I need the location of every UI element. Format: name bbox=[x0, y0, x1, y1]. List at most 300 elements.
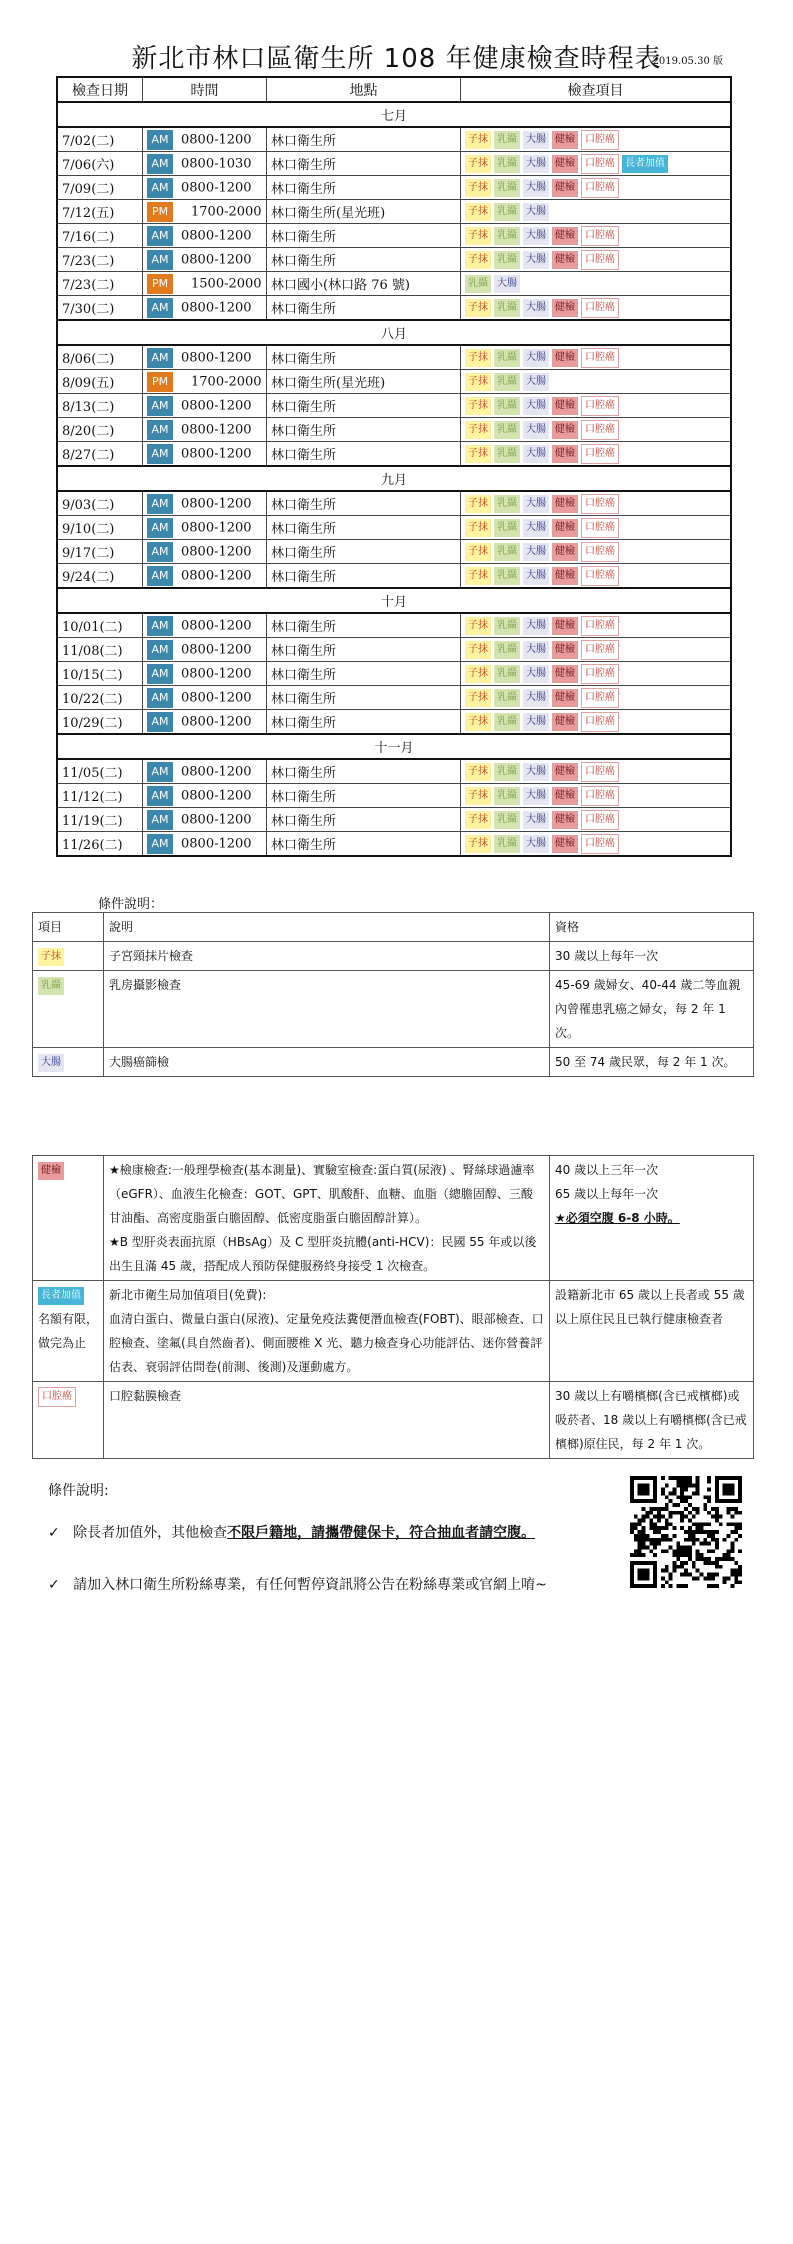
tag-ora: 口腔癌 bbox=[581, 226, 619, 246]
month-label: 九月 bbox=[57, 466, 731, 491]
cond-header-cell: 項目 bbox=[33, 913, 104, 942]
date-cell: 7/30(二) bbox=[57, 296, 143, 321]
time-cell bbox=[143, 638, 267, 662]
time-cell bbox=[143, 370, 267, 394]
table-row bbox=[57, 516, 731, 540]
time-text: 0800-1200 bbox=[181, 544, 252, 559]
table-row bbox=[57, 686, 731, 710]
tag-mam: 乳攝 bbox=[38, 977, 64, 995]
tag-col: 大腸 bbox=[523, 787, 549, 805]
tag-ora: 口腔癌 bbox=[38, 1387, 76, 1407]
note-1: ✓ 除長者加值外，其他檢查不限戶籍地，請攜帶健保卡，符合抽血者請空腹。 bbox=[48, 1525, 536, 1541]
tag-col: 大腸 bbox=[523, 665, 549, 683]
tag-eld: 長者加值 bbox=[622, 155, 668, 173]
month-row bbox=[57, 588, 731, 613]
date-cell: 11/19(二) bbox=[57, 808, 143, 832]
tag-pap: 子抹 bbox=[465, 397, 491, 415]
tag-mam: 乳攝 bbox=[494, 567, 520, 585]
tag-pap: 子抹 bbox=[465, 641, 491, 659]
items-cell bbox=[461, 418, 732, 442]
tag-col: 大腸 bbox=[523, 617, 549, 635]
time-text: 0800-1200 bbox=[181, 180, 252, 195]
tag-mam: 乳攝 bbox=[494, 397, 520, 415]
location-cell: 林口衛生所 bbox=[267, 394, 461, 418]
location-cell: 林口衛生所 bbox=[267, 176, 461, 200]
table-row bbox=[57, 808, 731, 832]
date-cell: 11/12(二) bbox=[57, 784, 143, 808]
location-cell: 林口衛生所 bbox=[267, 638, 461, 662]
time-text: 0800-1200 bbox=[181, 568, 252, 583]
tag-mam: 乳攝 bbox=[494, 251, 520, 269]
tag-col: 大腸 bbox=[523, 179, 549, 197]
table-row bbox=[57, 200, 731, 224]
tag-mam: 乳攝 bbox=[494, 689, 520, 707]
pm-badge: PM bbox=[147, 372, 173, 392]
location-cell: 林口衛生所 bbox=[267, 418, 461, 442]
location-cell: 林口衛生所 bbox=[267, 516, 461, 540]
header-cell: 檢查項目 bbox=[461, 77, 732, 102]
tag-col: 大腸 bbox=[523, 567, 549, 585]
am-badge: AM bbox=[147, 542, 173, 562]
location-cell: 林口衛生所 bbox=[267, 224, 461, 248]
table-row bbox=[57, 345, 731, 370]
tag-ora: 口腔癌 bbox=[581, 444, 619, 464]
date-cell: 11/26(二) bbox=[57, 832, 143, 857]
tag-col: 大腸 bbox=[523, 835, 549, 853]
items-cell bbox=[461, 152, 732, 176]
tag-pap: 子抹 bbox=[465, 203, 491, 221]
items-cell bbox=[461, 370, 732, 394]
tag-pap: 子抹 bbox=[465, 445, 491, 463]
header-cell: 檢查日期 bbox=[57, 77, 143, 102]
location-cell: 林口衛生所(星光班) bbox=[267, 370, 461, 394]
table-row bbox=[57, 296, 731, 321]
date-cell: 8/13(二) bbox=[57, 394, 143, 418]
time-cell bbox=[143, 442, 267, 467]
tag-col: 大腸 bbox=[523, 641, 549, 659]
cond-row bbox=[33, 971, 754, 1048]
tag-pap: 子抹 bbox=[465, 689, 491, 707]
tag-ora: 口腔癌 bbox=[581, 396, 619, 416]
am-badge: AM bbox=[147, 712, 173, 732]
tag-hea: 健檢 bbox=[552, 155, 578, 173]
cond-elig: 50 至 74 歲民眾，每 2 年 1 次。 bbox=[550, 1048, 754, 1077]
time-text: 1500-2000 bbox=[191, 276, 262, 291]
tag-mam: 乳攝 bbox=[494, 763, 520, 781]
time-text: 0800-1200 bbox=[181, 446, 252, 461]
time-cell bbox=[143, 808, 267, 832]
items-cell bbox=[461, 662, 732, 686]
tag-mam: 乳攝 bbox=[494, 495, 520, 513]
items-cell bbox=[461, 808, 732, 832]
tag-col: 大腸 bbox=[523, 763, 549, 781]
items-cell bbox=[461, 638, 732, 662]
cond-elig-line: 65 歲以上每年一次 bbox=[555, 1187, 659, 1201]
am-badge: AM bbox=[147, 810, 173, 830]
time-cell bbox=[143, 296, 267, 321]
schedule-table bbox=[56, 76, 732, 857]
time-text: 1700-2000 bbox=[191, 204, 262, 219]
tag-pap: 子抹 bbox=[465, 373, 491, 391]
header-cell: 地點 bbox=[267, 77, 461, 102]
tag-mam: 乳攝 bbox=[494, 665, 520, 683]
time-text: 0800-1200 bbox=[181, 788, 252, 803]
tag-pap: 子抹 bbox=[465, 421, 491, 439]
month-label: 十月 bbox=[57, 588, 731, 613]
month-row bbox=[57, 466, 731, 491]
tag-pap: 子抹 bbox=[465, 519, 491, 537]
date-cell: 11/08(二) bbox=[57, 638, 143, 662]
tag-mam: 乳攝 bbox=[494, 641, 520, 659]
cond-desc-line: 血清白蛋白、微量白蛋白(尿液)、定量免疫法糞便潛血檢查(FOBT)、眼部檢查、口腔檢查、塗氟(具自然齒者)、側面腰椎 X 光、聽力檢查身心功能評估、迷你營養評估表、衰弱評估問卷(前測、後測)及運動處方。 bbox=[109, 1312, 544, 1374]
location-cell: 林口衛生所 bbox=[267, 540, 461, 564]
cond-elig-line: 設籍新北市 65 歲以上長者或 55 歲以上原住民且已執行健康檢查者 bbox=[555, 1288, 745, 1326]
tag-ora: 口腔癌 bbox=[581, 566, 619, 586]
cond-header bbox=[33, 913, 754, 942]
tag-col: 大腸 bbox=[523, 373, 549, 391]
am-badge: AM bbox=[147, 664, 173, 684]
tag-ora: 口腔癌 bbox=[581, 616, 619, 636]
date-cell: 7/06(六) bbox=[57, 152, 143, 176]
am-badge: AM bbox=[147, 688, 173, 708]
pm-badge: PM bbox=[147, 274, 173, 294]
am-badge: AM bbox=[147, 640, 173, 660]
tag-ora: 口腔癌 bbox=[581, 420, 619, 440]
cond-desc: 子宮頸抹片檢查 bbox=[104, 942, 550, 971]
items-cell bbox=[461, 540, 732, 564]
tag-col: 大腸 bbox=[523, 543, 549, 561]
items-cell bbox=[461, 442, 732, 467]
cond-row bbox=[33, 1281, 754, 1382]
tag-pap: 子抹 bbox=[465, 763, 491, 781]
am-badge: AM bbox=[147, 616, 173, 636]
cond-item bbox=[33, 1156, 104, 1281]
notes-label: 條件說明: bbox=[48, 1483, 109, 1499]
cond-row bbox=[33, 942, 754, 971]
date-cell: 8/20(二) bbox=[57, 418, 143, 442]
table-row bbox=[57, 662, 731, 686]
tag-pap: 子抹 bbox=[465, 349, 491, 367]
date-cell: 9/03(二) bbox=[57, 491, 143, 516]
tag-eld: 長者加值 bbox=[38, 1287, 84, 1305]
tag-pap: 子抹 bbox=[465, 227, 491, 245]
time-cell bbox=[143, 176, 267, 200]
page-title: 新北市林口區衛生所 108 年健康檢查時程表 bbox=[131, 44, 662, 74]
table-row bbox=[57, 638, 731, 662]
am-badge: AM bbox=[147, 494, 173, 514]
month-row bbox=[57, 734, 731, 759]
location-cell: 林口衛生所 bbox=[267, 442, 461, 467]
am-badge: AM bbox=[147, 130, 173, 150]
items-cell bbox=[461, 759, 732, 784]
time-cell bbox=[143, 345, 267, 370]
tag-mam: 乳攝 bbox=[494, 373, 520, 391]
tag-col: 大腸 bbox=[494, 275, 520, 293]
tag-hea: 健檢 bbox=[552, 567, 578, 585]
tag-pap: 子抹 bbox=[465, 543, 491, 561]
time-text: 0800-1200 bbox=[181, 520, 252, 535]
date-cell: 7/02(二) bbox=[57, 127, 143, 152]
time-text: 0800-1030 bbox=[181, 156, 252, 171]
time-cell bbox=[143, 272, 267, 296]
cond-elig: 30 歲以上每年一次 bbox=[550, 942, 754, 971]
time-text: 0800-1200 bbox=[181, 836, 252, 851]
tag-pap: 子抹 bbox=[465, 665, 491, 683]
tag-mam: 乳攝 bbox=[494, 349, 520, 367]
time-text: 0800-1200 bbox=[181, 690, 252, 705]
tag-hea: 健檢 bbox=[552, 251, 578, 269]
tag-ora: 口腔癌 bbox=[581, 542, 619, 562]
location-cell: 林口衛生所 bbox=[267, 832, 461, 857]
cond-item bbox=[33, 942, 104, 971]
table-row bbox=[57, 152, 731, 176]
tag-hea: 健檢 bbox=[552, 617, 578, 635]
am-badge: AM bbox=[147, 420, 173, 440]
am-badge: AM bbox=[147, 396, 173, 416]
date-cell: 8/09(五) bbox=[57, 370, 143, 394]
time-cell bbox=[143, 564, 267, 589]
tag-ora: 口腔癌 bbox=[581, 250, 619, 270]
location-cell: 林口衛生所 bbox=[267, 296, 461, 321]
tag-hea: 健檢 bbox=[552, 179, 578, 197]
cond-desc bbox=[104, 1281, 550, 1382]
time-text: 0800-1200 bbox=[181, 618, 252, 633]
pm-badge: PM bbox=[147, 202, 173, 222]
cond-desc: 大腸癌篩檢 bbox=[104, 1048, 550, 1077]
time-text: 0800-1200 bbox=[181, 422, 252, 437]
cond-item bbox=[33, 1048, 104, 1077]
tag-hea: 健檢 bbox=[552, 811, 578, 829]
am-badge: AM bbox=[147, 786, 173, 806]
note-1-emphasis: 不限戶籍地，請攜帶健保卡，符合抽血者請空腹。 bbox=[227, 1525, 536, 1541]
tag-pap: 子抹 bbox=[465, 251, 491, 269]
month-row bbox=[57, 320, 731, 345]
tag-hea: 健檢 bbox=[552, 689, 578, 707]
am-badge: AM bbox=[147, 178, 173, 198]
am-badge: AM bbox=[147, 834, 173, 854]
date-cell: 7/12(五) bbox=[57, 200, 143, 224]
tag-col: 大腸 bbox=[523, 811, 549, 829]
tag-ora: 口腔癌 bbox=[581, 640, 619, 660]
tag-pap: 子抹 bbox=[465, 787, 491, 805]
tag-mam: 乳攝 bbox=[494, 421, 520, 439]
cond-elig-line: ★必須空腹 6-8 小時。 bbox=[555, 1211, 680, 1225]
tag-col: 大腸 bbox=[523, 155, 549, 173]
quota-note: 名額有限，做完為止 bbox=[38, 1312, 99, 1350]
time-text: 0800-1200 bbox=[181, 350, 252, 365]
tag-col: 大腸 bbox=[523, 445, 549, 463]
am-badge: AM bbox=[147, 566, 173, 586]
am-badge: AM bbox=[147, 518, 173, 538]
tag-hea: 健檢 bbox=[552, 835, 578, 853]
tag-ora: 口腔癌 bbox=[581, 348, 619, 368]
time-cell bbox=[143, 613, 267, 638]
version-label: 2019.05.30 版 bbox=[652, 56, 723, 67]
location-cell: 林口衛生所 bbox=[267, 710, 461, 735]
table-row bbox=[57, 564, 731, 589]
date-cell: 9/24(二) bbox=[57, 564, 143, 589]
date-cell: 9/10(二) bbox=[57, 516, 143, 540]
table-row bbox=[57, 224, 731, 248]
tag-col: 大腸 bbox=[523, 713, 549, 731]
conditions-label: 條件說明： bbox=[98, 897, 164, 912]
time-cell bbox=[143, 686, 267, 710]
tag-col: 大腸 bbox=[523, 689, 549, 707]
table-row bbox=[57, 418, 731, 442]
location-cell: 林口衛生所 bbox=[267, 152, 461, 176]
am-badge: AM bbox=[147, 348, 173, 368]
table-header bbox=[57, 77, 731, 102]
tag-mam: 乳攝 bbox=[494, 299, 520, 317]
items-cell bbox=[461, 784, 732, 808]
month-label: 八月 bbox=[57, 320, 731, 345]
date-cell: 9/17(二) bbox=[57, 540, 143, 564]
am-badge: AM bbox=[147, 298, 173, 318]
time-text: 0800-1200 bbox=[181, 714, 252, 729]
month-label: 十一月 bbox=[57, 734, 731, 759]
time-text: 0800-1200 bbox=[181, 642, 252, 657]
tag-hea: 健檢 bbox=[552, 349, 578, 367]
am-badge: AM bbox=[147, 154, 173, 174]
tag-mam: 乳攝 bbox=[494, 835, 520, 853]
tag-col: 大腸 bbox=[523, 203, 549, 221]
tag-pap: 子抹 bbox=[465, 299, 491, 317]
tag-hea: 健檢 bbox=[552, 397, 578, 415]
tag-ora: 口腔癌 bbox=[581, 712, 619, 732]
location-cell: 林口衛生所 bbox=[267, 808, 461, 832]
items-cell bbox=[461, 564, 732, 589]
location-cell: 林口衛生所 bbox=[267, 784, 461, 808]
cond-row bbox=[33, 1156, 754, 1281]
tag-col: 大腸 bbox=[523, 131, 549, 149]
time-cell bbox=[143, 759, 267, 784]
items-cell bbox=[461, 127, 732, 152]
cond-row bbox=[33, 1382, 754, 1459]
time-cell bbox=[143, 418, 267, 442]
tag-hea: 健檢 bbox=[552, 421, 578, 439]
cond-elig bbox=[550, 1281, 754, 1382]
cond-desc-line: 新北市衛生局加值項目(免費): bbox=[109, 1288, 267, 1302]
tag-hea: 健檢 bbox=[552, 665, 578, 683]
tag-hea: 健檢 bbox=[552, 713, 578, 731]
am-badge: AM bbox=[147, 444, 173, 464]
am-badge: AM bbox=[147, 226, 173, 246]
time-cell bbox=[143, 662, 267, 686]
tag-mam: 乳攝 bbox=[494, 811, 520, 829]
tag-ora: 口腔癌 bbox=[581, 298, 619, 318]
time-text: 0800-1200 bbox=[181, 228, 252, 243]
table-row bbox=[57, 710, 731, 735]
date-cell: 8/27(二) bbox=[57, 442, 143, 467]
tag-ora: 口腔癌 bbox=[581, 494, 619, 514]
table-row bbox=[57, 370, 731, 394]
tag-pap: 子抹 bbox=[38, 948, 64, 966]
tag-mam: 乳攝 bbox=[494, 445, 520, 463]
location-cell: 林口衛生所 bbox=[267, 662, 461, 686]
time-cell bbox=[143, 127, 267, 152]
tag-hea: 健檢 bbox=[552, 299, 578, 317]
date-cell: 10/22(二) bbox=[57, 686, 143, 710]
time-cell bbox=[143, 200, 267, 224]
time-text: 0800-1200 bbox=[181, 398, 252, 413]
tag-pap: 子抹 bbox=[465, 495, 491, 513]
date-cell: 10/01(二) bbox=[57, 613, 143, 638]
tag-hea: 健檢 bbox=[552, 519, 578, 537]
tag-hea: 健檢 bbox=[552, 131, 578, 149]
items-cell bbox=[461, 832, 732, 857]
date-cell: 11/05(二) bbox=[57, 759, 143, 784]
tag-pap: 子抹 bbox=[465, 567, 491, 585]
time-text: 0800-1200 bbox=[181, 666, 252, 681]
time-text: 0800-1200 bbox=[181, 764, 252, 779]
tag-col: 大腸 bbox=[523, 519, 549, 537]
location-cell: 林口衛生所 bbox=[267, 686, 461, 710]
header-cell: 時間 bbox=[143, 77, 267, 102]
time-cell bbox=[143, 710, 267, 735]
cond-desc: 乳房攝影檢查 bbox=[104, 971, 550, 1048]
items-cell bbox=[461, 296, 732, 321]
qr-code-icon[interactable] bbox=[630, 1476, 742, 1588]
tag-ora: 口腔癌 bbox=[581, 130, 619, 150]
items-cell bbox=[461, 516, 732, 540]
location-cell: 林口衛生所 bbox=[267, 613, 461, 638]
location-cell: 林口國小(林口路 76 號) bbox=[267, 272, 461, 296]
cond-desc bbox=[104, 1382, 550, 1459]
time-cell bbox=[143, 491, 267, 516]
location-cell: 林口衛生所(星光班) bbox=[267, 200, 461, 224]
tag-ora: 口腔癌 bbox=[581, 518, 619, 538]
items-cell bbox=[461, 345, 732, 370]
date-cell: 10/15(二) bbox=[57, 662, 143, 686]
cond-header-cell: 說明 bbox=[104, 913, 550, 942]
tag-pap: 子抹 bbox=[465, 179, 491, 197]
table-row bbox=[57, 176, 731, 200]
items-cell bbox=[461, 200, 732, 224]
cond-header-cell: 資格 bbox=[550, 913, 754, 942]
cond-item bbox=[33, 1281, 104, 1382]
conditions-table-1 bbox=[32, 912, 754, 1077]
time-text: 0800-1200 bbox=[181, 496, 252, 511]
tag-ora: 口腔癌 bbox=[581, 688, 619, 708]
date-cell: 7/16(二) bbox=[57, 224, 143, 248]
tag-pap: 子抹 bbox=[465, 617, 491, 635]
tag-ora: 口腔癌 bbox=[581, 810, 619, 830]
tag-mam: 乳攝 bbox=[494, 179, 520, 197]
tag-col: 大腸 bbox=[523, 299, 549, 317]
date-cell: 10/29(二) bbox=[57, 710, 143, 735]
table-row bbox=[57, 759, 731, 784]
tag-hea: 健檢 bbox=[552, 495, 578, 513]
tag-ora: 口腔癌 bbox=[581, 154, 619, 174]
tag-col: 大腸 bbox=[523, 495, 549, 513]
am-badge: AM bbox=[147, 250, 173, 270]
tag-hea: 健檢 bbox=[552, 641, 578, 659]
table-row bbox=[57, 613, 731, 638]
tag-hea: 健檢 bbox=[552, 543, 578, 561]
tag-ora: 口腔癌 bbox=[581, 834, 619, 854]
tag-mam: 乳攝 bbox=[494, 155, 520, 173]
date-cell: 8/06(二) bbox=[57, 345, 143, 370]
tag-ora: 口腔癌 bbox=[581, 664, 619, 684]
conditions-table-2 bbox=[32, 1155, 754, 1459]
location-cell: 林口衛生所 bbox=[267, 127, 461, 152]
note-1-text: 除長者加值外，其他檢查 bbox=[73, 1525, 228, 1541]
am-badge: AM bbox=[147, 762, 173, 782]
time-text: 1700-2000 bbox=[191, 374, 262, 389]
date-cell: 7/23(二) bbox=[57, 248, 143, 272]
table-row bbox=[57, 127, 731, 152]
tag-hea: 健檢 bbox=[552, 445, 578, 463]
